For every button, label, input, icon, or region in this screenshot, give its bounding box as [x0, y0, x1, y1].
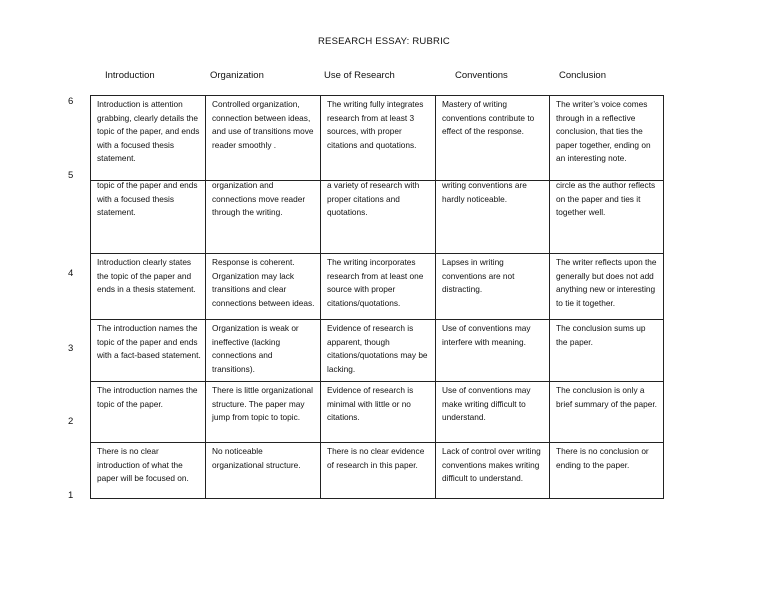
table-cell: The writing fully integrates research from at least 3 sources, with proper citations and quotations. [321, 96, 436, 181]
score-label-3: 3 [68, 343, 74, 354]
table-cell: Use of conventions may make writing difficult to understand. [436, 382, 550, 443]
table-cell: The writing incorporates research from at least one source with proper citations/quotations. [321, 254, 436, 320]
table-cell: The conclusion is only a brief summary of the paper. [550, 382, 664, 443]
column-header-introduction: Introduction [105, 70, 155, 81]
table-cell: Introduction clearly states the topic of the paper and ends in a thesis statement. [91, 254, 206, 320]
column-header-organization: Organization [210, 70, 264, 81]
table-cell: No noticeable organizational structure. [206, 443, 321, 499]
column-header-conventions: Conventions [455, 70, 508, 81]
table-cell: Lack of control over writing conventions makes writing difficult to understand. [436, 443, 550, 499]
table-cell: Controlled organization, connection between ideas, and use of transitions move reader smoothly . [206, 96, 321, 181]
table-cell: There is no clear introduction of what the paper will be focused on. [91, 443, 206, 499]
table-cell: Evidence of research is apparent, though citations/quotations may be lacking. [321, 320, 436, 382]
table-cell: There is no conclusion or ending to the paper. [550, 443, 664, 499]
table-row-score-3 [91, 320, 664, 382]
table-cell: The introduction names the topic of the paper and ends with a fact-based statement. [91, 320, 206, 382]
table-cell: topic of the paper and ends with a focused thesis statement. [91, 181, 206, 254]
table-cell: writing conventions are hardly noticeable. [436, 181, 550, 254]
table-cell: Use of conventions may interfere with meaning. [436, 320, 550, 382]
table-cell: Response is coherent. Organization may lack transitions and clear connections between ideas. [206, 254, 321, 320]
table-row-score-1 [91, 443, 664, 499]
score-label-5: 5 [68, 170, 74, 181]
table-cell: The introduction names the topic of the paper. [91, 382, 206, 443]
table-cell: The writer reflects upon the generally but does not add anything new or interesting to tie it together. [550, 254, 664, 320]
table-cell: Lapses in writing conventions are not distracting. [436, 254, 550, 320]
page-title: RESEARCH ESSAY: RUBRIC [318, 36, 450, 47]
table-row-score-4 [91, 254, 664, 320]
score-label-2: 2 [68, 416, 74, 427]
table-cell: There is no clear evidence of research in this paper. [321, 443, 436, 499]
table-cell: Evidence of research is minimal with little or no citations. [321, 382, 436, 443]
rubric-table [90, 95, 664, 499]
score-label-4: 4 [68, 268, 74, 279]
column-header-use-of-research: Use of Research [324, 70, 395, 81]
table-row-score-2 [91, 382, 664, 443]
table-row-score-5 [91, 181, 664, 254]
score-label-1: 1 [68, 490, 74, 501]
table-cell: organization and connections move reader through the writing. [206, 181, 321, 254]
table-cell: The conclusion sums up the paper. [550, 320, 664, 382]
table-cell: Organization is weak or ineffective (lacking connections and transitions). [206, 320, 321, 382]
table-cell: a variety of research with proper citations and quotations. [321, 181, 436, 254]
table-cell: Introduction is attention grabbing, clearly details the topic of the paper, and ends with a focused thesis statement. [91, 96, 206, 181]
score-label-6: 6 [68, 96, 74, 107]
table-cell: There is little organizational structure. The paper may jump from topic to topic. [206, 382, 321, 443]
column-header-conclusion: Conclusion [559, 70, 606, 81]
table-cell: Mastery of writing conventions contribute to effect of the response. [436, 96, 550, 181]
table-cell: circle as the author reflects on the paper and ties it together well. [550, 181, 664, 254]
table-row-score-6 [91, 96, 664, 181]
table-cell: The writer’s voice comes through in a reflective conclusion, that ties the paper together, ending on an interesting note. [550, 96, 664, 181]
